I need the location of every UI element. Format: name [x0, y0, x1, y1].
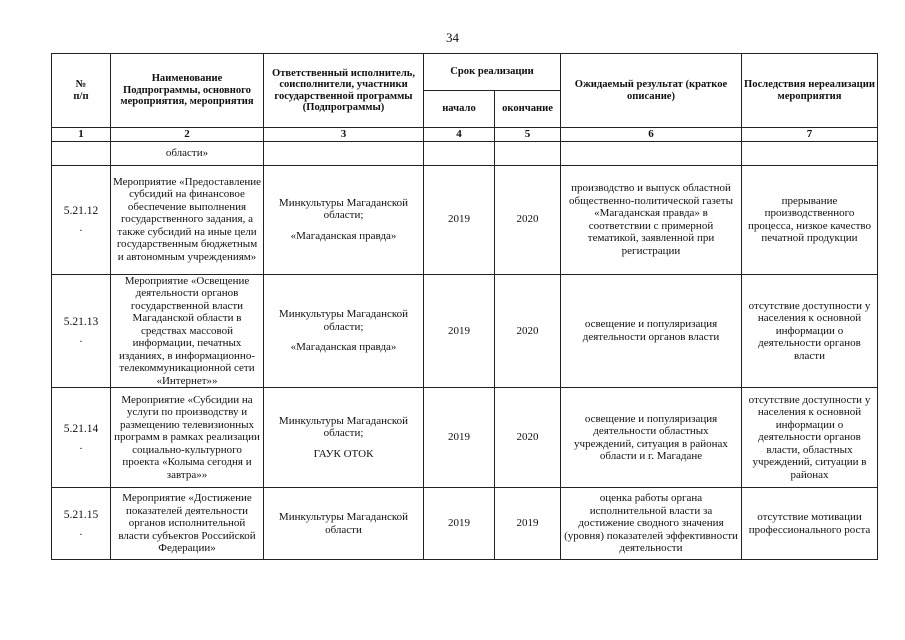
- header-num-text: № п/п: [73, 79, 89, 102]
- row-responsible-secondary: «Магаданская правда»: [290, 341, 397, 353]
- row-responsible: [264, 388, 424, 488]
- header-name: Наименование Подпрограммы, основного мероприятия, мероприятия: [111, 54, 264, 128]
- header-end: окончание: [495, 91, 561, 128]
- row-end-year: 2020: [495, 274, 561, 388]
- row-responsible: [264, 274, 424, 388]
- row-number: [52, 274, 111, 388]
- column-number: 2: [111, 128, 264, 142]
- row-start-year: 2019: [424, 388, 495, 488]
- row-result: оценка работы органа исполнительной власти за достижение сводного значения (уровня) показателей эффективности деятельности: [561, 488, 742, 560]
- column-number: 5: [495, 128, 561, 142]
- row-number-text: 5.21.12: [63, 205, 99, 217]
- row-responsible: [264, 488, 424, 560]
- column-number: 3: [264, 128, 424, 142]
- row-name: Мероприятие «Субсидии на услуги по производству и размещению телевизионных программ в рамках реализации социально-культурного проекта «Колыма сегодня и завтра»»: [111, 388, 264, 488]
- row-number-text: 5.21.14: [63, 423, 99, 435]
- row-result: освещение и популяризация деятельности органов власти: [561, 274, 742, 388]
- continuation-text: области»: [111, 141, 264, 165]
- row-end-year: 2020: [495, 165, 561, 274]
- row-end-year: 2020: [495, 388, 561, 488]
- row-number-dot: .: [79, 525, 83, 538]
- row-responsible-primary: Минкультуры Магаданской области;: [278, 308, 409, 333]
- header-result: Ожидаемый результат (краткое описание): [561, 54, 742, 128]
- row-number-text: 5.21.15: [63, 509, 99, 521]
- row-start-year: 2019: [424, 488, 495, 560]
- program-table: [51, 53, 878, 560]
- row-number-dot: .: [79, 439, 83, 452]
- row-number-dot: .: [79, 332, 83, 345]
- table-row: [52, 388, 878, 488]
- row-responsible-primary: Минкультуры Магаданской области: [278, 511, 409, 536]
- page-number: 34: [446, 30, 459, 45]
- table-row: [52, 165, 878, 274]
- header-start: начало: [424, 91, 495, 128]
- row-responsible-secondary: «Магаданская правда»: [290, 229, 397, 242]
- row-start-year: 2019: [424, 274, 495, 388]
- row-consequences: отсутствие мотивации профессионального роста: [742, 488, 878, 560]
- row-end-year: 2019: [495, 488, 561, 560]
- row-number: [52, 388, 111, 488]
- row-name: Мероприятие «Предоставление субсидий на финансовое обеспечение выполнения государственного задания, а также субсидий на иные цели государственным бюджетным и автономным учреждениям»: [111, 165, 264, 274]
- header-num: [52, 54, 111, 128]
- header-consequences: Последствия нереализации мероприятия: [742, 54, 878, 128]
- row-number: [52, 488, 111, 560]
- row-start-year: 2019: [424, 165, 495, 274]
- row-result: производство и выпуск областной общественно-политической газеты «Магаданская правда» в соответствии с примерной тематикой, заявленной при регистрации: [561, 165, 742, 274]
- column-number-row: [52, 128, 878, 142]
- column-number: 4: [424, 128, 495, 142]
- header-period: Срок реализации: [424, 54, 561, 91]
- row-number: [52, 165, 111, 274]
- row-responsible-primary: Минкультуры Магаданской области;: [278, 414, 409, 440]
- row-responsible: [264, 165, 424, 274]
- table-row: [52, 274, 878, 388]
- row-name: Мероприятие «Освещение деятельности органов государственной власти Магаданской области в средствах массовой информации, печатных изданиях, в информационно-телекоммуникационной сети «Интернет»»: [111, 274, 264, 388]
- row-consequences: отсутствие доступности у населения к основной информации о деятельности органов власти: [742, 274, 878, 388]
- column-number: 6: [561, 128, 742, 142]
- row-result: освещение и популяризация деятельности областных учреждений, ситуация в районах области и г. Магадане: [561, 388, 742, 488]
- row-responsible-secondary: ГАУК ОТОК: [313, 447, 374, 460]
- column-number: 1: [52, 128, 111, 142]
- table-row: [52, 488, 878, 560]
- header-responsible: Ответственный исполнитель, соисполнители, участники государственной программы (Подпрограммы): [264, 54, 424, 128]
- column-number: 7: [742, 128, 878, 142]
- continuation-row: [52, 141, 878, 165]
- row-name: Мероприятие «Достижение показателей деятельности органов исполнительной власти субъектов Российской Федерации»: [111, 488, 264, 560]
- row-number-dot: .: [79, 221, 83, 234]
- row-number-text: 5.21.13: [63, 316, 99, 329]
- row-consequences: отсутствие доступности у населения к основной информации о деятельности органов власти, областных учреждений, ситуации в районах: [742, 388, 878, 488]
- row-responsible-primary: Минкультуры Магаданской области;: [278, 196, 409, 222]
- row-consequences: прерывание производственного процесса, низкое качество печатной продукции: [742, 165, 878, 274]
